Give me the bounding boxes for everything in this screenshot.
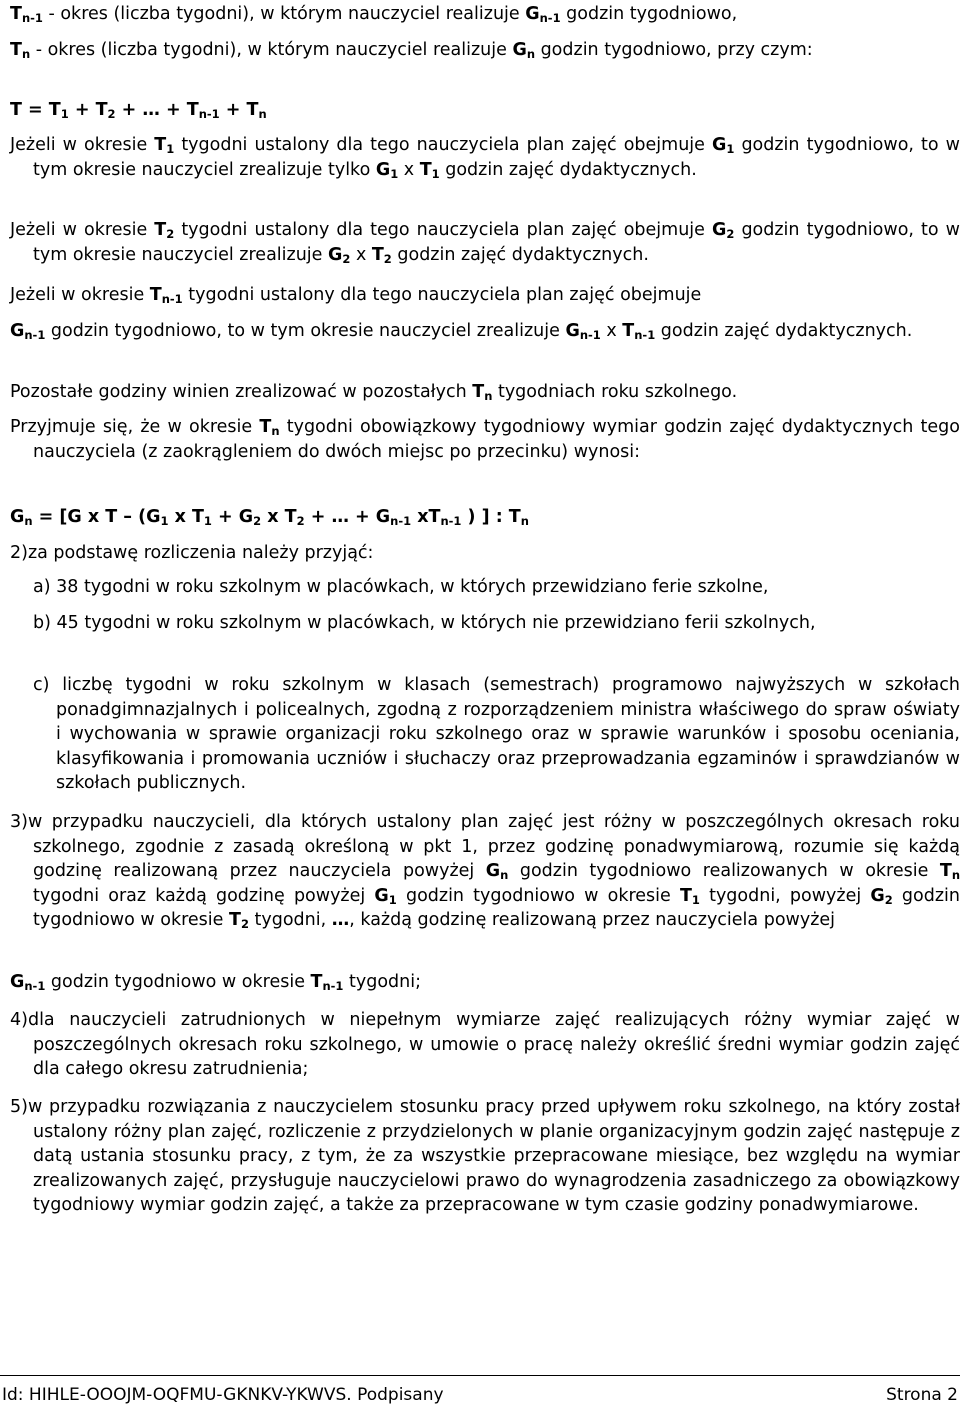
footer-page-number: Strona 2 xyxy=(886,1385,958,1405)
item-2: 2)za podstawę rozliczenia należy przyjąć: xyxy=(10,543,374,563)
paragraph-remaining-hours: Pozostałe godziny winien zrealizować w pozostałych $T_n$ tygodniach roku szkolnego. xyxy=(10,382,738,403)
paragraph-weekly-norm: Przyjmuje się, że w okresie $T_n$ tygodni obowiązkowy tygodniowy wymiar godzin zajęć dydaktycznych tego nauczyciela (z zaokrągleniem do dwóch miejsc po przecinku) wynosi: xyxy=(10,417,960,462)
sum-formula: $T = T_1 + T_2$ + … + $T_{n-1} + T_n$ xyxy=(10,100,267,121)
paragraph-period-1: Jeżeli w okresie $T_1$ tygodni ustalony dla tego nauczyciela plan zajęć obejmuje $G_1$ godzin tygodniowo, to w tym okresie nauczyciel zrealizuje tylko $G_1$ x $T_1$ godzin zajęć dydaktycznych. xyxy=(10,135,960,181)
item-2a: a) 38 tygodni w roku szkolnym w placówkach, w których przewidziano ferie szkolne, xyxy=(33,577,769,597)
footer-document-id: Id: HIHLE-OOOJM-OQFMU-GKNKV-YKWVS. Podpisany xyxy=(2,1385,444,1405)
definition-tn: $T_n$ - okres (liczba tygodni), w którym nauczyciel realizuje $G_n$ godzin tygodniowo, przy czym: xyxy=(10,40,813,61)
footer-divider xyxy=(0,1375,960,1376)
paragraph-period-2: Jeżeli w okresie $T_2$ tygodni ustalony dla tego nauczyciela plan zajęć obejmuje $G_2$ godzin tygodniowo, to w tym okresie nauczyciel zrealizuje $G_2$ x $T_2$ godzin zajęć dydaktycznych. xyxy=(10,220,960,266)
item-2b: b) 45 tygodni w roku szkolnym w placówkach, w których nie przewidziano ferii szkolnych, xyxy=(33,613,816,633)
paragraph-period-n1: $G_{n-1}$ godzin tygodniowo, to w tym okresie nauczyciel zrealizuje $G_{n-1}$ x $T_{n-1}$ godzin zajęć dydaktycznych. xyxy=(10,321,913,342)
paragraph-period-n1-intro: Jeżeli w okresie $T_{n-1}$ tygodni ustalony dla tego nauczyciela plan zajęć obejmuje xyxy=(10,285,702,306)
item-5: 5)w przypadku rozwiązania z nauczycielem stosunku pracy przed upływem roku szkolnego, na który został ustalony różny plan zajęć, rozliczenie z przydzielonych w planie organizacyjnym godzin zajęć następuje z datą ustania stosunku pracy, z tym, że za wszystkie przepracowane miesiące, bez względu na wymiar zrealizowanych zajęć, przysługuje nauczycielowi prawo do wynagrodzenia zasadniczego za obowiązkowy tygodniowy wymiar godzin zajęć, a także za przepracowane w tym czasie godziny ponadwymiarowe. xyxy=(10,1097,960,1216)
item-2c: c) liczbę tygodni w roku szkolnym w klasach (semestrach) programowo najwyższych w szkołach ponadgimnazjalnych i policealnych, zgodną z rozporządzeniem ministra właściwego do spraw oświaty i wychowania w sprawie organizacji roku szkolnego oraz w sprawie warunków i sposobu oceniania, klasyfikowania i promowania uczniów i słuchaczy oraz przeprowadzania egzaminów i sprawdzianów w szkołach publicznych. xyxy=(33,675,960,794)
gn-formula: $G_n = [G$ x T – ($G_1$ x $T_1 + G_2$ x $T_2$ + … + $G_{n-1}$ $xT_{n-1}$ ) ] : $T_n$ xyxy=(10,507,529,528)
item-3-end: $G_{n-1}$ godzin tygodniowo w okresie $T_{n-1}$ tygodni; xyxy=(10,972,421,993)
definition-tn1: $T_{n-1}$ - okres (liczba tygodni), w którym nauczyciel realizuje $G_{n-1}$ godzin tygodniowo, xyxy=(10,4,738,25)
item-3: 3)w przypadku nauczycieli, dla których ustalony plan zajęć jest różny w poszczególnych okresach roku szkolnego, zgodnie z zasadą określoną w pkt 1, przez godzinę ponadwymiarową, rozumie się każdą godzinę realizowaną przez nauczyciela powyżej $G_n$ godzin tygodniowo realizowanych w okresie $T_n$ tygodni oraz każdą godzinę powyżej $G_1$ godzin tygodniowo w okresie $T_1$ tygodni, powyżej $G_2$ godzin tygodniowo w okresie $T_2$ tygodni, …, każdą godzinę realizowaną przez nauczyciela powyżej xyxy=(10,812,960,932)
item-4: 4)dla nauczycieli zatrudnionych w niepełnym wymiarze zajęć realizujących różny wymiar zajęć w poszczególnych okresach roku szkolnego, w umowie o pracę należy określić średni wymiar godzin zajęć dla całego okresu zatrudnienia; xyxy=(10,1010,960,1080)
